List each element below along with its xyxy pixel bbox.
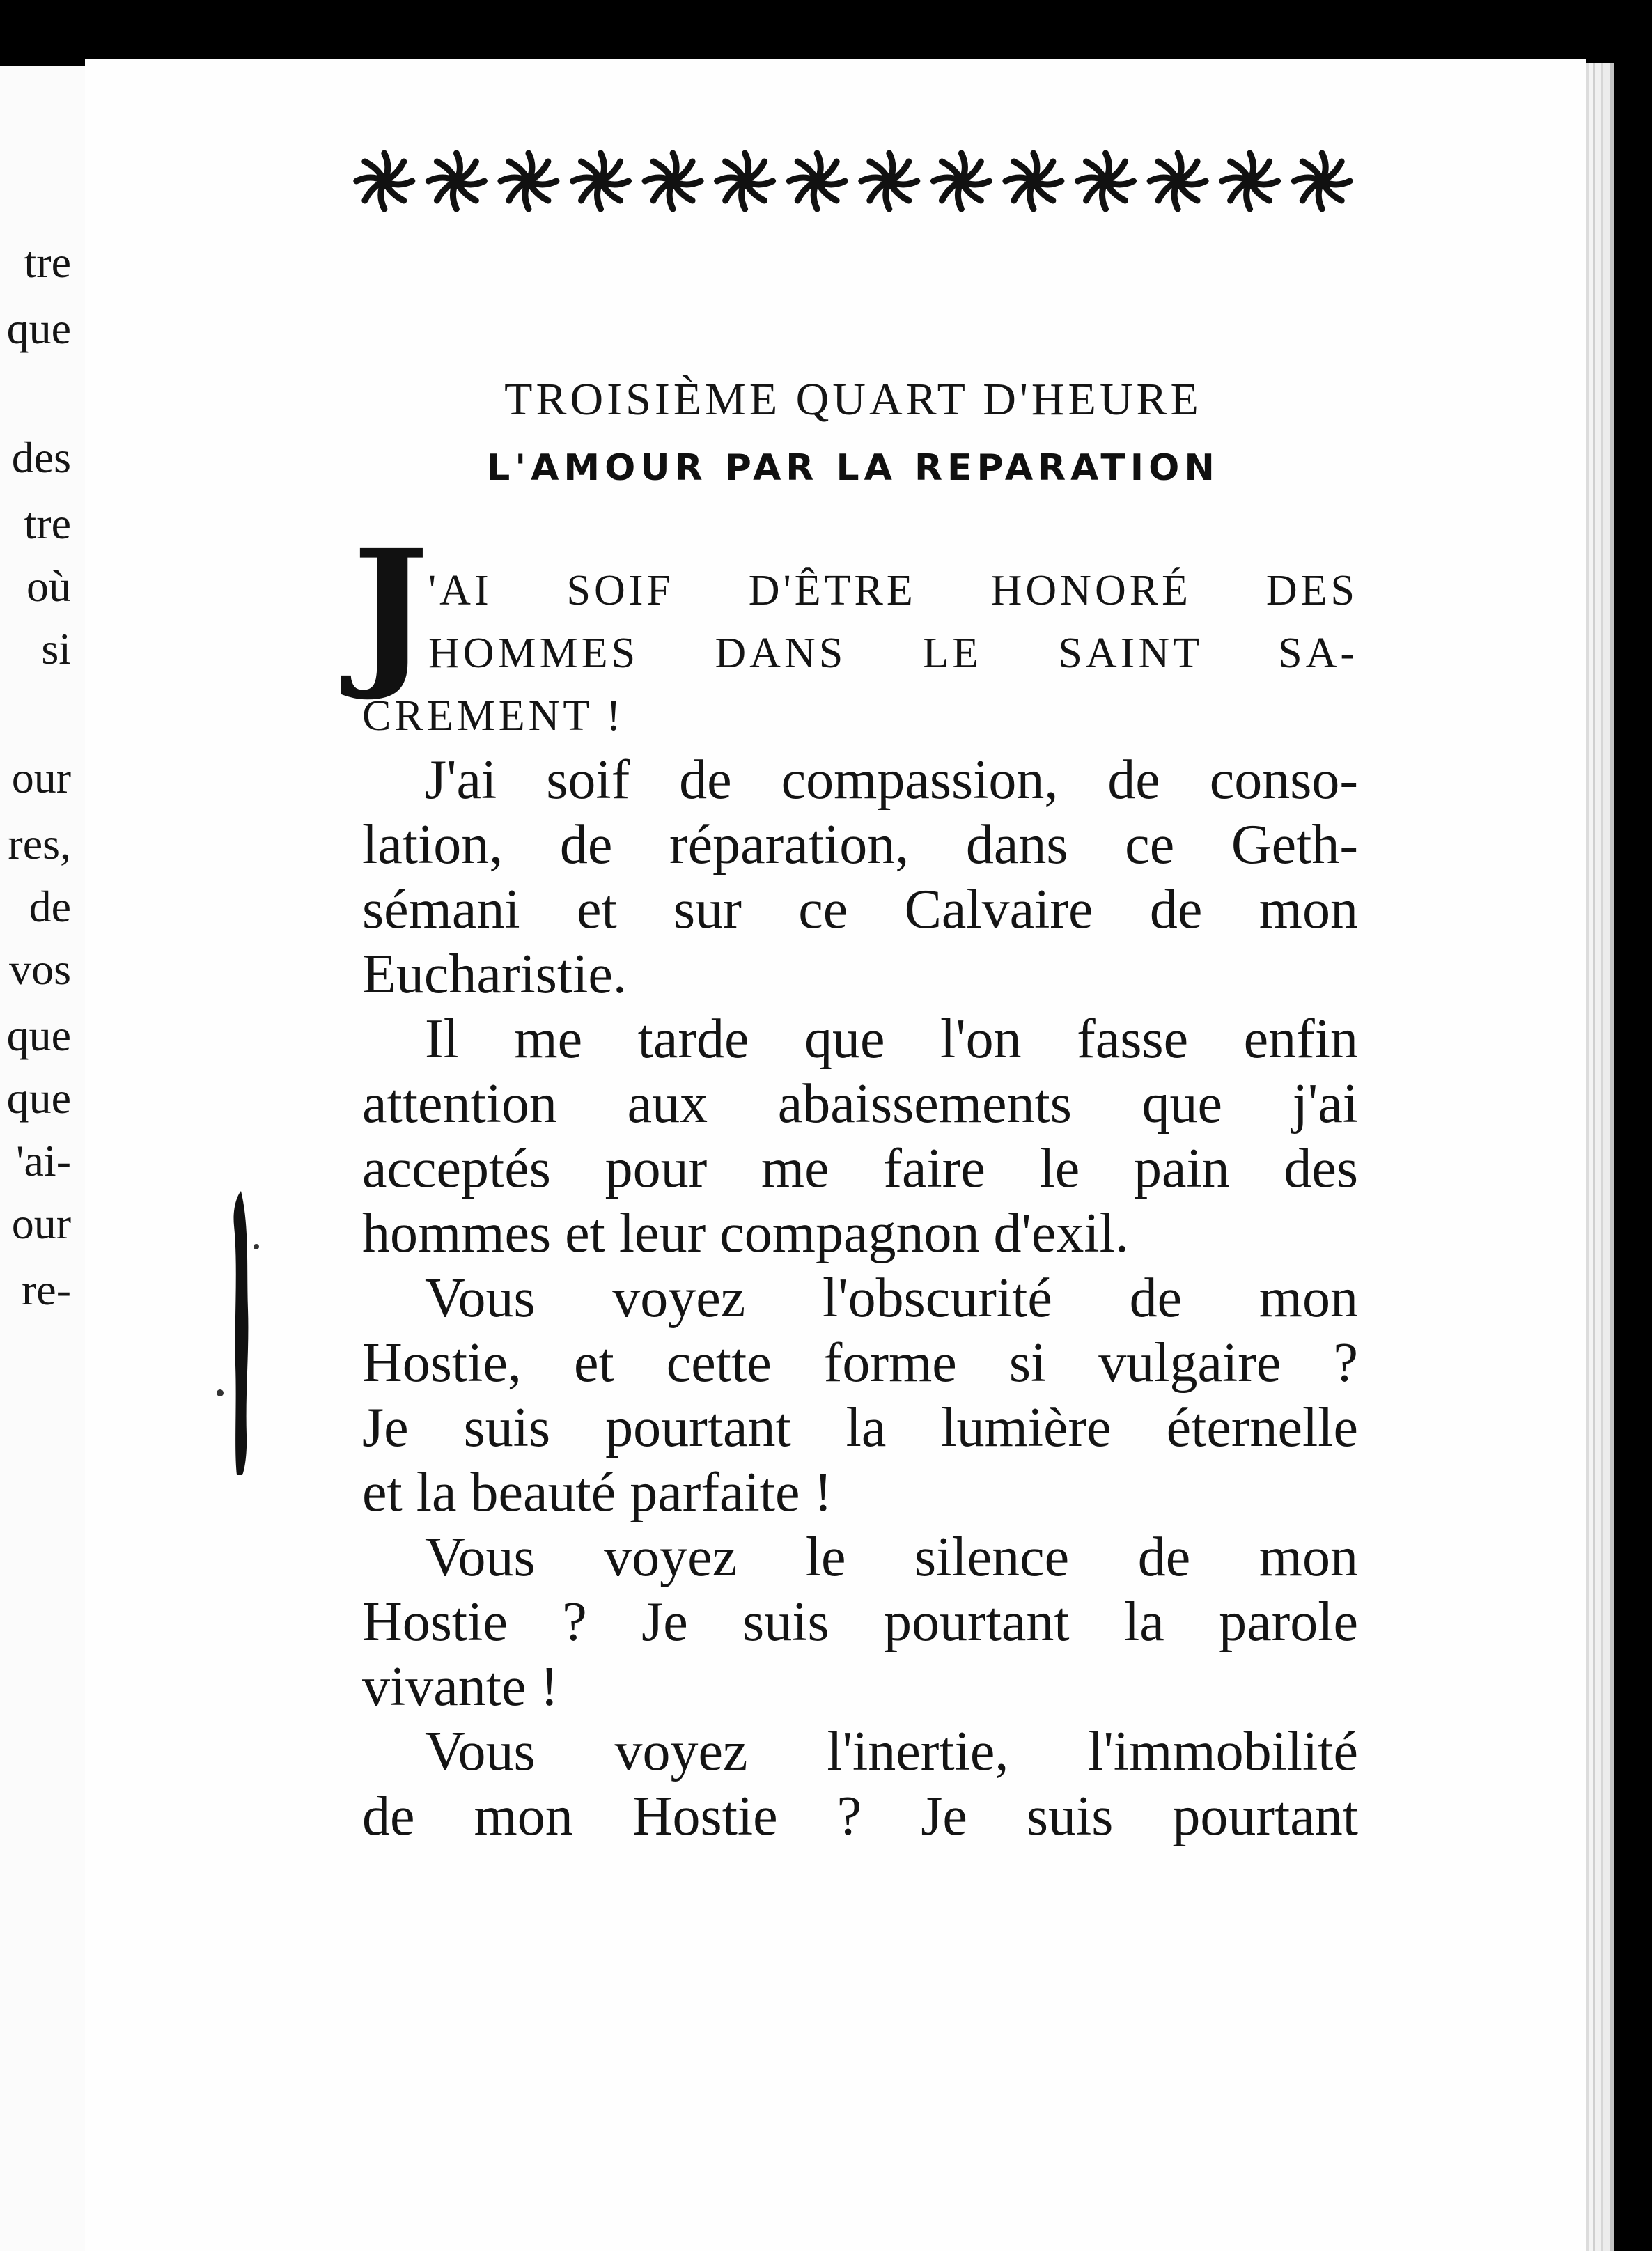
asterisk-flower-icon: [789, 153, 845, 209]
asterisk-flower-icon: [573, 153, 629, 209]
facing-page-fragment: vos: [9, 944, 71, 994]
text-line: vivante !: [362, 1656, 559, 1718]
text-line: Vous voyez le silence de mon: [425, 1527, 1358, 1588]
facing-page-fragment: our: [11, 753, 71, 802]
text-line: J'ai soif de compassion, de conso-: [425, 749, 1358, 811]
facing-page-fragment: des: [11, 433, 71, 482]
text-line: lation, de réparation, dans ce Geth-: [362, 814, 1358, 875]
facing-page-fragment: de: [29, 882, 71, 931]
facing-page-fragment: res,: [8, 819, 71, 869]
asterisk-flower-icon: [501, 153, 556, 209]
text-line: de mon Hostie ? Je suis pourtant: [362, 1786, 1358, 1847]
asterisk-flower-icon: [1078, 153, 1134, 209]
asterisk-flower-icon: [717, 153, 773, 209]
facing-page-fragment: re-: [21, 1265, 71, 1314]
text-line: Il me tarde que l'on fasse enfin: [425, 1008, 1358, 1070]
text-line: Hostie, et cette forme si vulgaire ?: [362, 1332, 1358, 1394]
text-line: Eucharistie.: [362, 944, 627, 1005]
text-line: et la beauté parfaite !: [362, 1462, 833, 1523]
asterisk-flower-icon: [645, 153, 701, 209]
facing-page-fragment: tre: [24, 237, 71, 287]
binding-shadow: [206, 1184, 283, 1477]
text-line: Je suis pourtant la lumière éternelle: [362, 1397, 1358, 1458]
text-line: acceptés pour me faire le pain des: [362, 1138, 1358, 1199]
text-line: hommes et leur compagnon d'exil.: [362, 1203, 1129, 1264]
facing-page-fragment: que: [6, 304, 71, 353]
facing-page: [0, 66, 85, 2251]
text-line: attention aux abaissements que j'ai: [362, 1073, 1358, 1135]
facing-page-fragment: que: [6, 1011, 71, 1060]
asterisk-flower-icon: [1222, 153, 1278, 209]
text-line: HOMMES DANS LE SAINT SA-: [428, 630, 1358, 677]
ornament-band: [348, 136, 1358, 226]
text-line: 'AI SOIF D'ÊTRE HONORÉ DES: [428, 567, 1358, 614]
drop-cap: J: [352, 514, 429, 704]
section-subtitle: L'AMOUR PAR LA REPARATION: [487, 447, 1219, 489]
section-title: TROISIÈME QUART D'HEURE: [504, 374, 1202, 425]
facing-page-fragment: 'ai-: [15, 1136, 71, 1185]
asterisk-flower-icon: [428, 153, 484, 209]
asterisk-flower-icon: [862, 153, 917, 209]
facing-page-fragment: où: [26, 561, 71, 611]
asterisk-flower-icon: [1006, 153, 1061, 209]
page-edges: [1586, 63, 1614, 2251]
text-line: Hostie ? Je suis pourtant la parole: [362, 1591, 1358, 1653]
asterisk-flower-icon: [357, 153, 412, 209]
text-line: Vous voyez l'obscurité de mon: [425, 1268, 1358, 1329]
facing-page-fragment: que: [6, 1073, 71, 1123]
facing-page-fragment: our: [11, 1199, 71, 1248]
asterisk-flower-icon: [1150, 153, 1206, 209]
text-line: sémani et sur ce Calvaire de mon: [362, 879, 1358, 940]
text-line: Vous voyez l'inertie, l'immobilité: [425, 1721, 1358, 1782]
asterisk-flower-icon: [933, 153, 989, 209]
facing-page-fragment: si: [41, 624, 71, 673]
asterisk-flower-icon: [1294, 153, 1350, 209]
facing-page-fragment: tre: [24, 499, 71, 548]
text-line: CREMENT !: [362, 692, 625, 740]
